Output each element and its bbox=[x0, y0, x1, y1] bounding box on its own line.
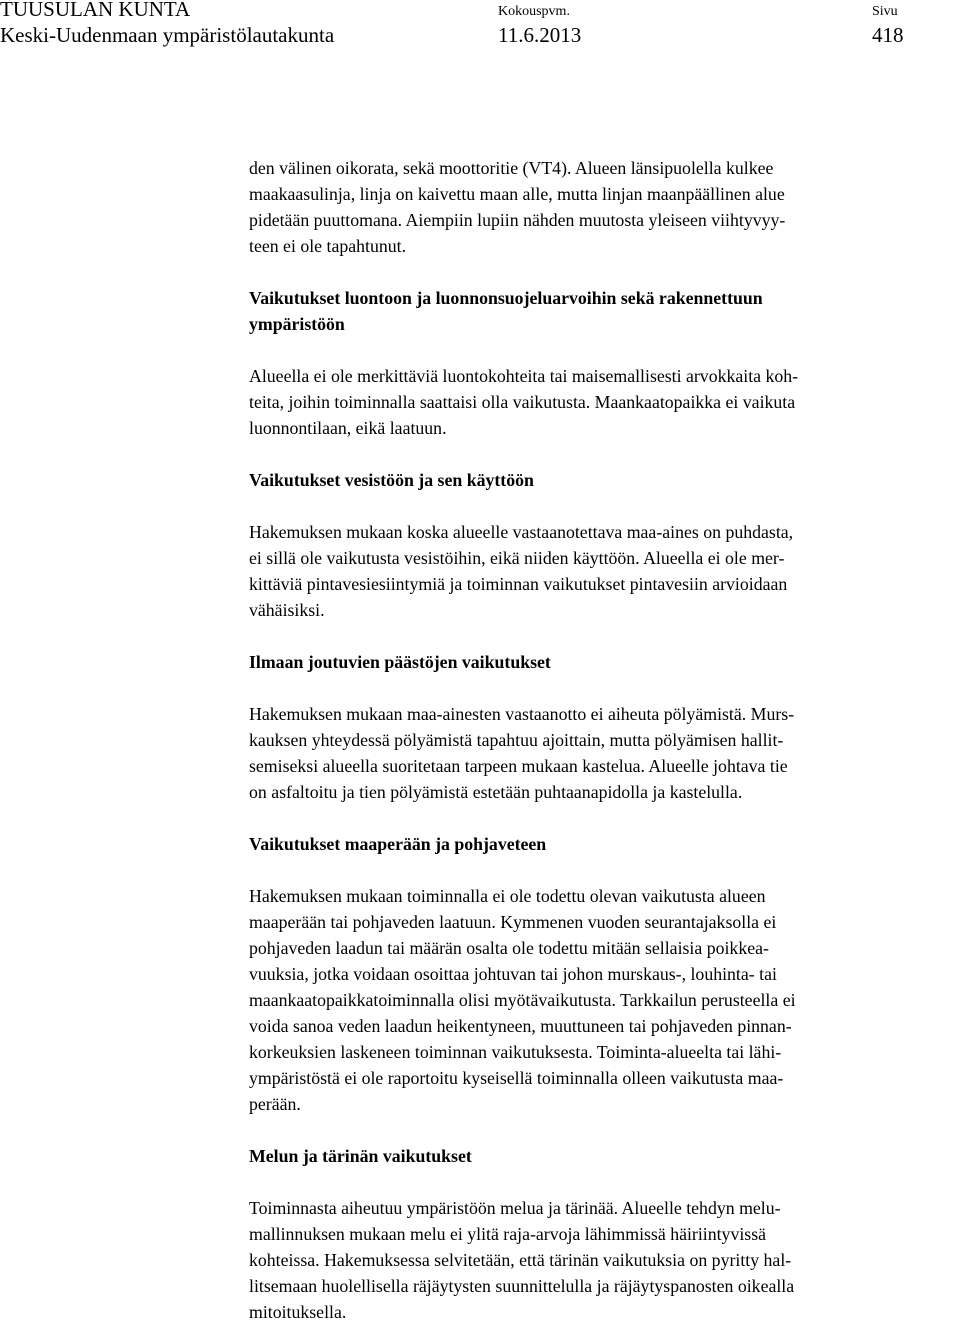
board-name: Keski-Uudenmaan ympäristölautakunta bbox=[0, 23, 335, 47]
text-line: pohjaveden laadun tai määrän osalta ole todettu mitään sellaisia poikkea- bbox=[249, 938, 769, 958]
section-paragraph-noise bbox=[249, 1195, 960, 1325]
text-line: pidetään puuttomana. Aiempiin lupiin nähden muutosta yleiseen viihtyvyy- bbox=[249, 210, 786, 230]
heading-line: Ilmaan joutuvien päästöjen vaikutukset bbox=[249, 652, 551, 672]
text-line: ei sillä ole vaikutusta vesistöihin, eikä niiden käyttöön. Alueella ei ole mer- bbox=[249, 548, 785, 568]
text-line: Hakemuksen mukaan toiminnalla ei ole todettu olevan vaikutusta alueen bbox=[249, 886, 766, 906]
section-heading-nature bbox=[249, 285, 960, 337]
page-label: Sivu bbox=[872, 4, 898, 19]
text-line: luonnontilaan, eikä laatuun. bbox=[249, 418, 447, 438]
section-paragraph-air bbox=[249, 701, 960, 805]
section-heading-soil bbox=[249, 831, 960, 857]
text-line: kohteissa. Hakemuksessa selvitetään, että tärinän vaikutuksia on pyritty hal- bbox=[249, 1250, 792, 1270]
section-paragraph-soil bbox=[249, 883, 960, 1117]
text-line: ympäristöstä ei ole raportoitu kyseisellä toiminnalla olleen vaikutusta maa- bbox=[249, 1068, 784, 1088]
text-line: den välinen oikorata, sekä moottoritie (VT4). Alueen länsipuolella kulkee bbox=[249, 158, 774, 178]
text-line: vuuksia, jotka voidaan osoittaa johtuvan tai johon murskaus-, louhinta- tai bbox=[249, 964, 777, 984]
heading-line: Vaikutukset luontoon ja luonnonsuojeluarvoihin sekä rakennettuun bbox=[249, 288, 763, 308]
text-line: Alueella ei ole merkittäviä luontokohteita tai maisemallisesti arvokkaita koh- bbox=[249, 366, 799, 386]
text-line: kittäviä pintavesiesiintymiä ja toiminnan vaikutukset pintavesiin arvioidaan bbox=[249, 574, 788, 594]
heading-line: Vaikutukset maaperään ja pohjaveteen bbox=[249, 834, 547, 854]
section-heading-air bbox=[249, 649, 960, 675]
section-paragraph-nature bbox=[249, 363, 960, 441]
text-line: teita, joihin toiminnalla saattaisi olla vaikutusta. Maankaatopaikka ei vaikuta bbox=[249, 392, 796, 412]
heading-line: ympäristöön bbox=[249, 314, 345, 334]
text-line: Toiminnasta aiheutuu ympäristöön melua ja tärinää. Alueelle tehdyn melu- bbox=[249, 1198, 781, 1218]
text-line: semiseksi alueella suoritetaan tarpeen mukaan kastelua. Alueelle johtava tie bbox=[249, 756, 788, 776]
heading-line: Melun ja tärinän vaikutukset bbox=[249, 1146, 472, 1166]
text-line: mallinnuksen mukaan melu ei ylitä raja-arvoja lähimmissä häiriintyvissä bbox=[249, 1224, 767, 1244]
text-line: mitoituksella. bbox=[249, 1302, 347, 1322]
organization-name: TUUSULAN KUNTA bbox=[0, 0, 191, 21]
text-line: korkeuksien laskeneen toiminnan vaikutuksesta. Toiminta-alueelta tai lähi- bbox=[249, 1042, 782, 1062]
text-line: on asfaltoitu ja tien pölyämistä estetään puhtaanapidolla ja kastelulla. bbox=[249, 782, 743, 802]
meeting-date-label: Kokouspvm. bbox=[498, 4, 570, 19]
intro-paragraph bbox=[249, 155, 960, 259]
document-header bbox=[0, 0, 960, 60]
text-line: perään. bbox=[249, 1094, 301, 1114]
text-line: Hakemuksen mukaan koska alueelle vastaanotettava maa-aines on puhdasta, bbox=[249, 522, 794, 542]
section-heading-noise bbox=[249, 1143, 960, 1169]
heading-line: Vaikutukset vesistöön ja sen käyttöön bbox=[249, 470, 534, 490]
text-line: vähäisiksi. bbox=[249, 600, 325, 620]
text-line: Hakemuksen mukaan maa-ainesten vastaanotto ei aiheuta pölyämistä. Murs- bbox=[249, 704, 795, 724]
document-body bbox=[249, 155, 960, 1325]
text-line: maaperään tai pohjaveden laatuun. Kymmenen vuoden seurantajaksolla ei bbox=[249, 912, 777, 932]
page-number: 418 bbox=[872, 23, 904, 47]
meeting-date: 11.6.2013 bbox=[498, 23, 582, 47]
text-line: litsemaan huolellisella räjäytysten suunnittelulla ja räjäytyspanosten oikealla bbox=[249, 1276, 795, 1296]
text-line: voida sanoa veden laadun heikentyneen, muuttuneen tai pohjaveden pinnan- bbox=[249, 1016, 792, 1036]
section-paragraph-water bbox=[249, 519, 960, 623]
text-line: maankaatopaikkatoiminnalla olisi myötävaikutusta. Tarkkailun perusteella ei bbox=[249, 990, 796, 1010]
section-heading-water bbox=[249, 467, 960, 493]
text-line: kauksen yhteydessä pölyämistä tapahtuu ajoittain, mutta pölyämisen hallit- bbox=[249, 730, 784, 750]
text-line: maakaasulinja, linja on kaivettu maan alle, mutta linjan maanpäällinen alue bbox=[249, 184, 785, 204]
text-line: teen ei ole tapahtunut. bbox=[249, 236, 407, 256]
